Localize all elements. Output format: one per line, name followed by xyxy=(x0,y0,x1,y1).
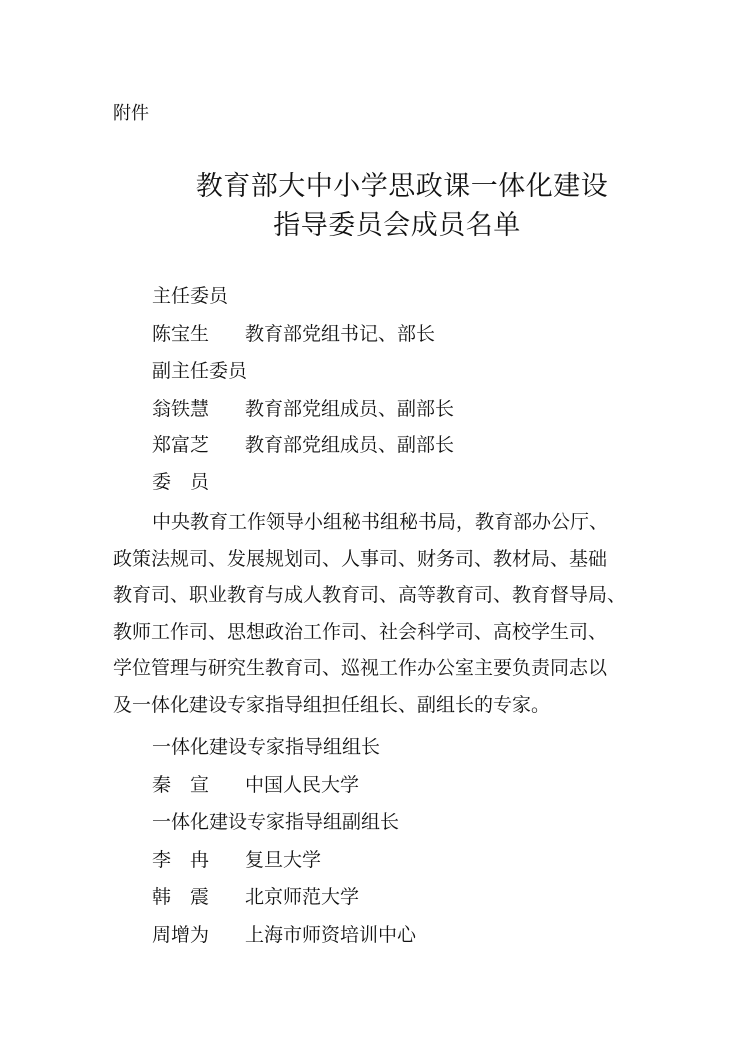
expert-deputy-affiliation: 上海市师资培训中心 xyxy=(245,924,417,946)
document-title-line-2: 指导委员会成员名单 xyxy=(273,210,521,241)
expert-leader-affiliation: 中国人民大学 xyxy=(245,774,360,796)
members-paragraph-line: 中央教育工作领导小组秘书组秘书局，教育部办公厅、 xyxy=(152,511,609,533)
members-heading: 委 员 xyxy=(152,471,210,493)
expert-deputy-affiliation: 北京师范大学 xyxy=(245,886,360,908)
document-title-line-1: 教育部大中小学思政课一体化建设 xyxy=(195,171,609,202)
members-paragraph xyxy=(113,504,643,724)
expert-deputy-name: 周增为 xyxy=(152,924,210,946)
director-role: 教育部党组书记、部长 xyxy=(245,323,436,345)
director-heading: 主任委员 xyxy=(152,285,229,307)
deputy-name: 翁铁慧 xyxy=(152,398,210,420)
director-name: 陈宝生 xyxy=(152,323,210,345)
members-paragraph-line: 教育司、职业教育与成人教育司、高等教育司、教育督导局、 xyxy=(113,584,627,607)
expert-leader-heading: 一体化建设专家指导组组长 xyxy=(152,736,381,758)
members-paragraph-line: 政策法规司、发展规划司、人事司、财务司、教材局、基础 xyxy=(113,547,608,570)
expert-deputy-heading: 一体化建设专家指导组副组长 xyxy=(152,811,400,833)
deputy-role: 教育部党组成员、副部长 xyxy=(245,434,455,456)
expert-leader-name: 秦 宣 xyxy=(152,774,210,796)
members-paragraph-line: 学位管理与研究生教育司、巡视工作办公室主要负责同志以 xyxy=(113,657,608,680)
members-paragraph-line: 及一体化建设专家指导组担任组长、副组长的专家。 xyxy=(113,693,551,716)
attachment-label: 附件 xyxy=(113,103,149,124)
expert-deputy-name: 李 冉 xyxy=(152,849,210,871)
deputy-role: 教育部党组成员、副部长 xyxy=(245,398,455,420)
members-paragraph-line: 教师工作司、思想政治工作司、社会科学司、高校学生司、 xyxy=(113,620,608,643)
deputy-heading: 副主任委员 xyxy=(152,360,248,382)
expert-deputy-name: 韩 震 xyxy=(152,886,210,908)
expert-deputy-affiliation: 复旦大学 xyxy=(245,849,322,871)
deputy-name: 郑富芝 xyxy=(152,434,210,456)
